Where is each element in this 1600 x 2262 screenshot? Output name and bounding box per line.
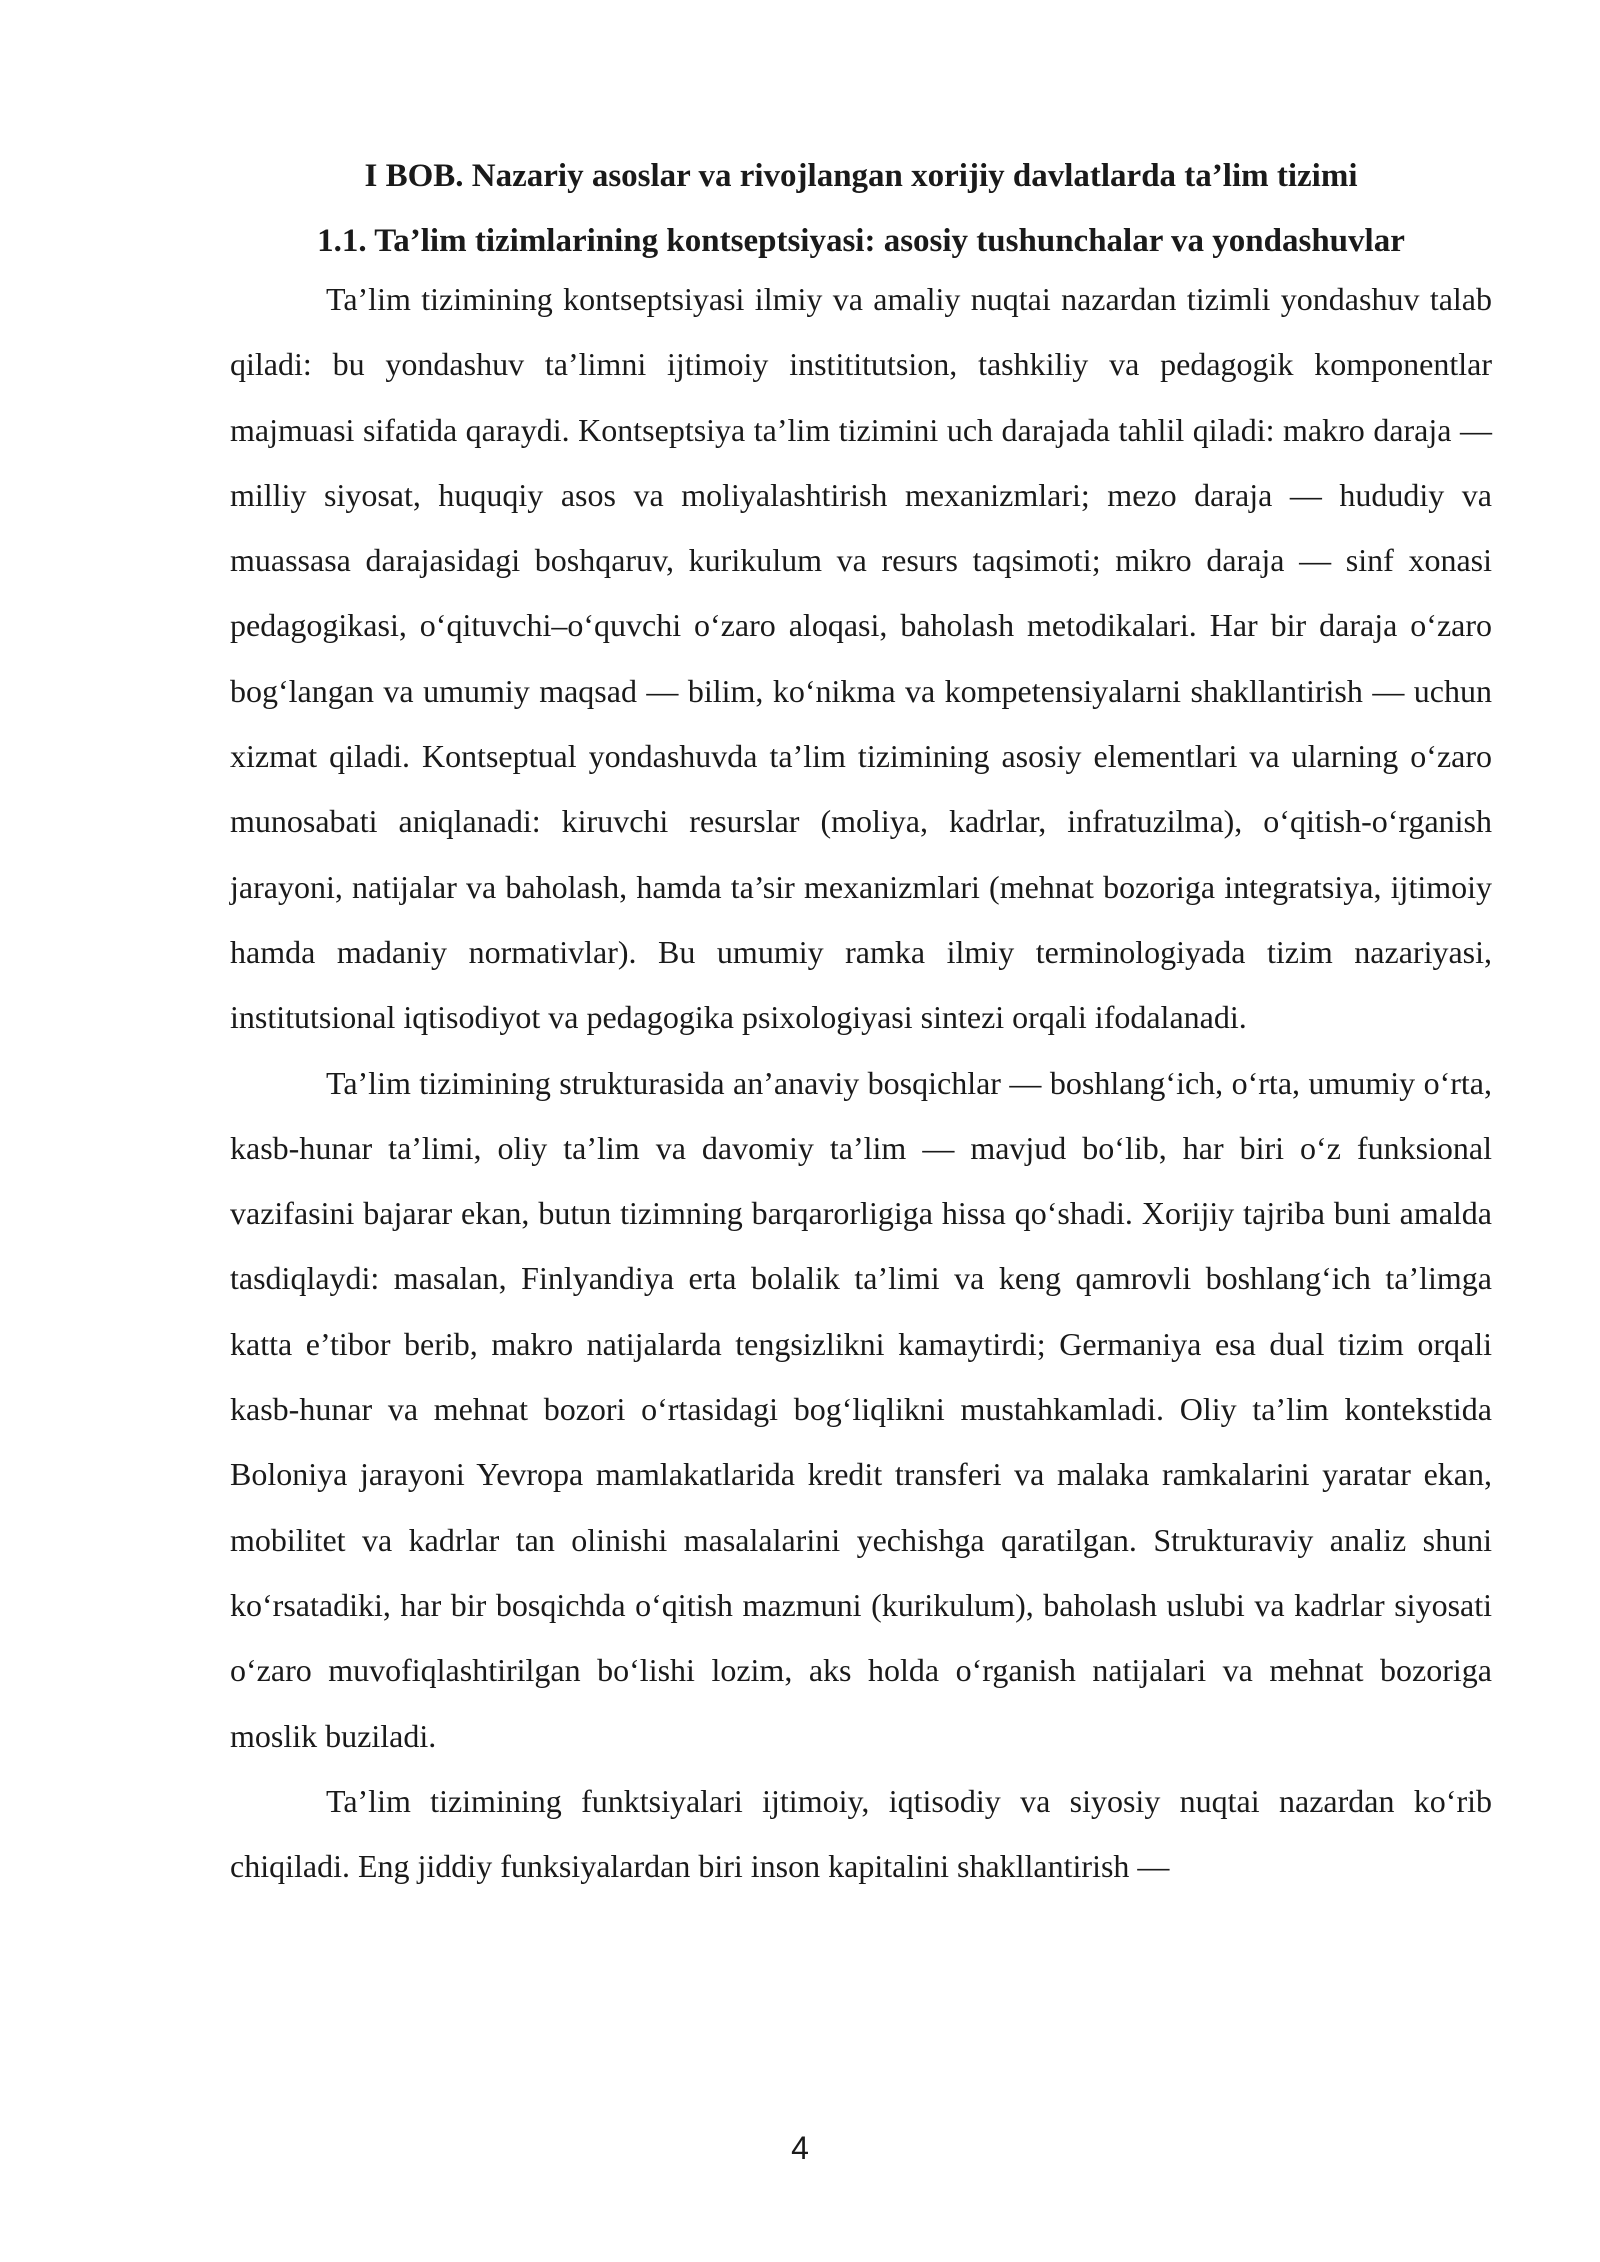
paragraph: Ta’lim tizimining kontseptsiyasi ilmiy va amaliy nuqtai nazardan tizimli yondashuv talab qiladi: bu yondashuv ta’limni ijtimoiy instititutsion, tashkiliy va pedagogik komponentlar majmuasi sifatida qaraydi. Kontseptsiya ta’lim tizimini uch darajada tahlil qiladi: makro daraja — milliy siyosat, huquqiy asos va moliyalashtirish mexanizmlari; mezo daraja — hududiy va muassasa darajasidagi boshqaruv, kurikulum va resurs taqsimoti; mikro daraja — sinf xonasi pedagogikasi, o‘qituvchi–o‘quvchi o‘zaro aloqasi, baholash metodikalari. Har bir daraja o‘zaro bog‘langan va umumiy maqsad — bilim, ko‘nikma va kompetensiyalarni shakllantirish — uchun xizmat qiladi. Kontseptual yondashuvda ta’lim tizimining asosiy elementlari va ularning o‘zaro munosabati aniqlanadi: kiruvchi resurslar (moliya, kadrlar, infratuzilma), o‘qitish-o‘rganish jarayoni, natijalar va baholash, hamda ta’sir mexanizmlari (mehnat bozoriga integratsiya, ijtimoiy hamda madaniy normativlar). Bu umumiy ramka ilmiy terminologiyada tizim nazariyasi, institutsional iqtisodiyot va pedagogika psixologiyasi sintezi orqali ifodalanadi. — [230, 281, 1492, 1036]
page-content — [230, 150, 1492, 1899]
paragraph: Ta’lim tizimining strukturasida an’anaviy bosqichlar — boshlang‘ich, o‘rta, umumiy o‘rta, kasb-hunar ta’limi, oliy ta’lim va davomiy ta’lim — mavjud bo‘lib, har biri o‘z funksional vazifasini bajarar ekan, butun tizimning barqarorligiga hissa qo‘shadi. Xorijiy tajriba buni amalda tasdiqlaydi: masalan, Finlyandiya erta bolalik ta’limi va keng qamrovli boshlang‘ich ta’limga katta e’tibor berib, makro natijalarda tengsizlikni kamaytirdi; Germaniya esa dual tizim orqali kasb-hunar va mehnat bozori o‘rtasidagi bog‘liqlikni mustahkamladi. Oliy ta’lim kontekstida Boloniya jarayoni Yevropa mamlakatlarida kredit transferi va malaka ramkalarini yaratar ekan, mobilitet va kadrlar tan olinishi masalalarini yechishga qaratilgan. Strukturaviy analiz shuni ko‘rsatadiki, har bir bosqichda o‘qitish mazmuni (kurikulum), baholash uslubi va kadrlar siyosati o‘zaro muvofiqlashtirilgan bo‘lishi lozim, aks holda o‘rganish natijalari va mehnat bozoriga moslik buziladi. — [230, 1064, 1492, 1754]
paragraph: Ta’lim tizimining funktsiyalari ijtimoiy, iqtisodiy va siyosiy nuqtai nazardan ko‘rib chiqiladi. Eng jiddiy funksiyalardan biri inson kapitalini shakllantirish — — [230, 1782, 1492, 1885]
chapter-title: I BOB. Nazariy asoslar va rivojlangan xorijiy davlatlarda ta’lim tizimi — [364, 158, 1358, 194]
page-number: 4 — [791, 2130, 809, 2166]
section-title: 1.1. Ta’lim tizimlarining kontseptsiyasi: asosiy tushunchalar va yondashuvlar — [317, 223, 1405, 259]
